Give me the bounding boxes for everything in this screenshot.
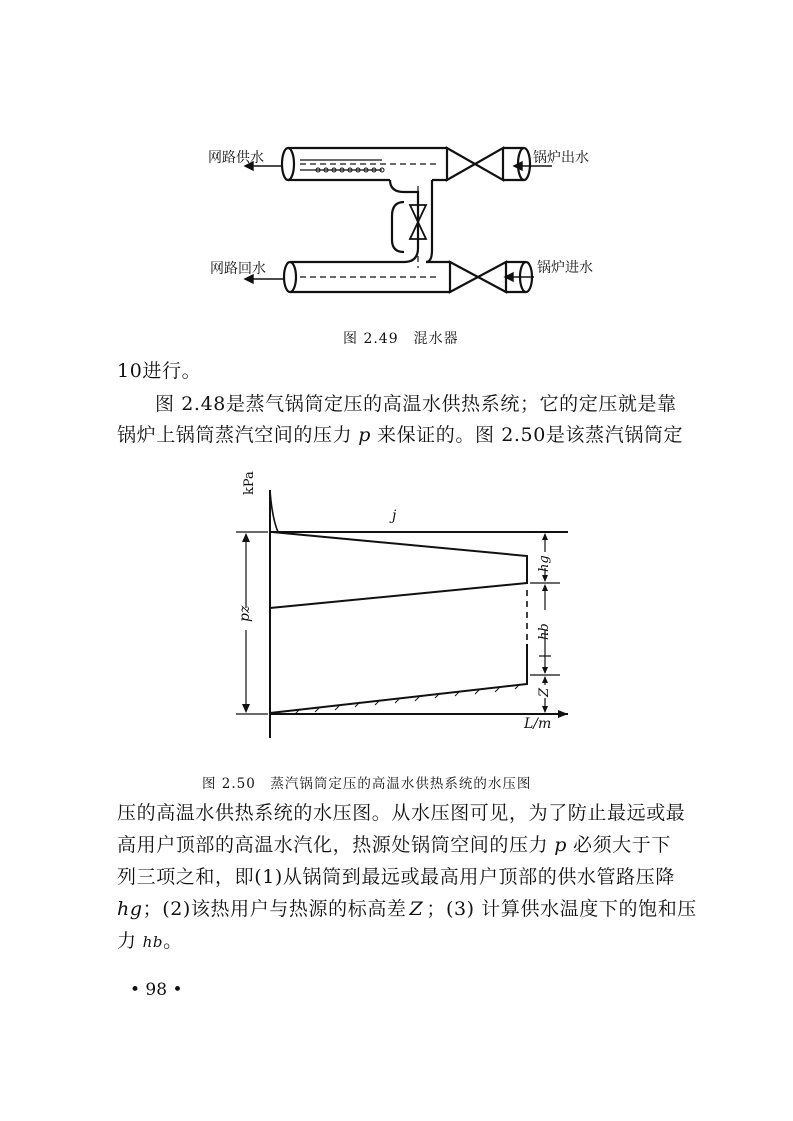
- text-line: 列三项之和，即(1)从锅筒到最远或最高用户顶部的供水管路压降: [117, 866, 675, 888]
- label-boiler-out: 锅炉出水: [533, 150, 589, 166]
- axis-label-lm: L/m: [524, 716, 552, 732]
- upper-valve: [447, 148, 503, 180]
- text-line: hg；(2)该热用户与热源的标高差 Z ；(3) 计算供水温度下的饱和压: [117, 898, 697, 920]
- label-hb: hb: [537, 623, 552, 640]
- axis-label-kpa: kPa: [242, 471, 257, 495]
- figure-2-50-pressure-diagram: [0, 470, 793, 770]
- text-line: 高用户顶部的高温水汽化，热源处锅筒空间的压力 p 必须大于下: [117, 834, 671, 856]
- lower-pipe-end-left: [284, 262, 296, 292]
- label-return-net: 网路回水: [210, 261, 266, 277]
- return-line: [270, 583, 527, 608]
- upper-pipe-end-left: [282, 148, 294, 180]
- caption-fig-2-50: 图 2.50 蒸汽锅筒定压的高温水供热系统的水压图: [202, 776, 532, 792]
- bypass-loop: [392, 202, 404, 252]
- text-line: 10进行。: [117, 360, 202, 382]
- label-supply-net: 网路供水: [208, 150, 264, 166]
- connector-outer: [426, 180, 432, 262]
- text-line: 锅炉上锅筒蒸汽空间的压力 p 来保证的。图 2.50是该蒸汽锅筒定: [117, 424, 684, 446]
- label-Z: Z: [537, 687, 552, 697]
- label-boiler-in: 锅炉进水: [537, 260, 593, 276]
- ground-line: [270, 644, 527, 713]
- label-pz: pz: [237, 605, 253, 622]
- label-hg: hg: [537, 555, 552, 572]
- text-line: 图 2.48是蒸气锅筒定压的高温水供热系统；它的定压就是靠: [155, 393, 677, 415]
- label-j: j: [392, 508, 397, 524]
- caption-fig-2-49: 图 2.49 混水器: [343, 331, 459, 347]
- figure-2-49-mixer-diagram: [0, 0, 793, 330]
- text-line: 压的高温水供热系统的水压图。从水压图可见，为了防止最远或最: [117, 802, 686, 824]
- lower-valve: [450, 262, 506, 292]
- text-line: 力 hb。: [117, 930, 183, 952]
- page-number: • 98 •: [130, 980, 183, 1000]
- supply-line: [272, 532, 528, 583]
